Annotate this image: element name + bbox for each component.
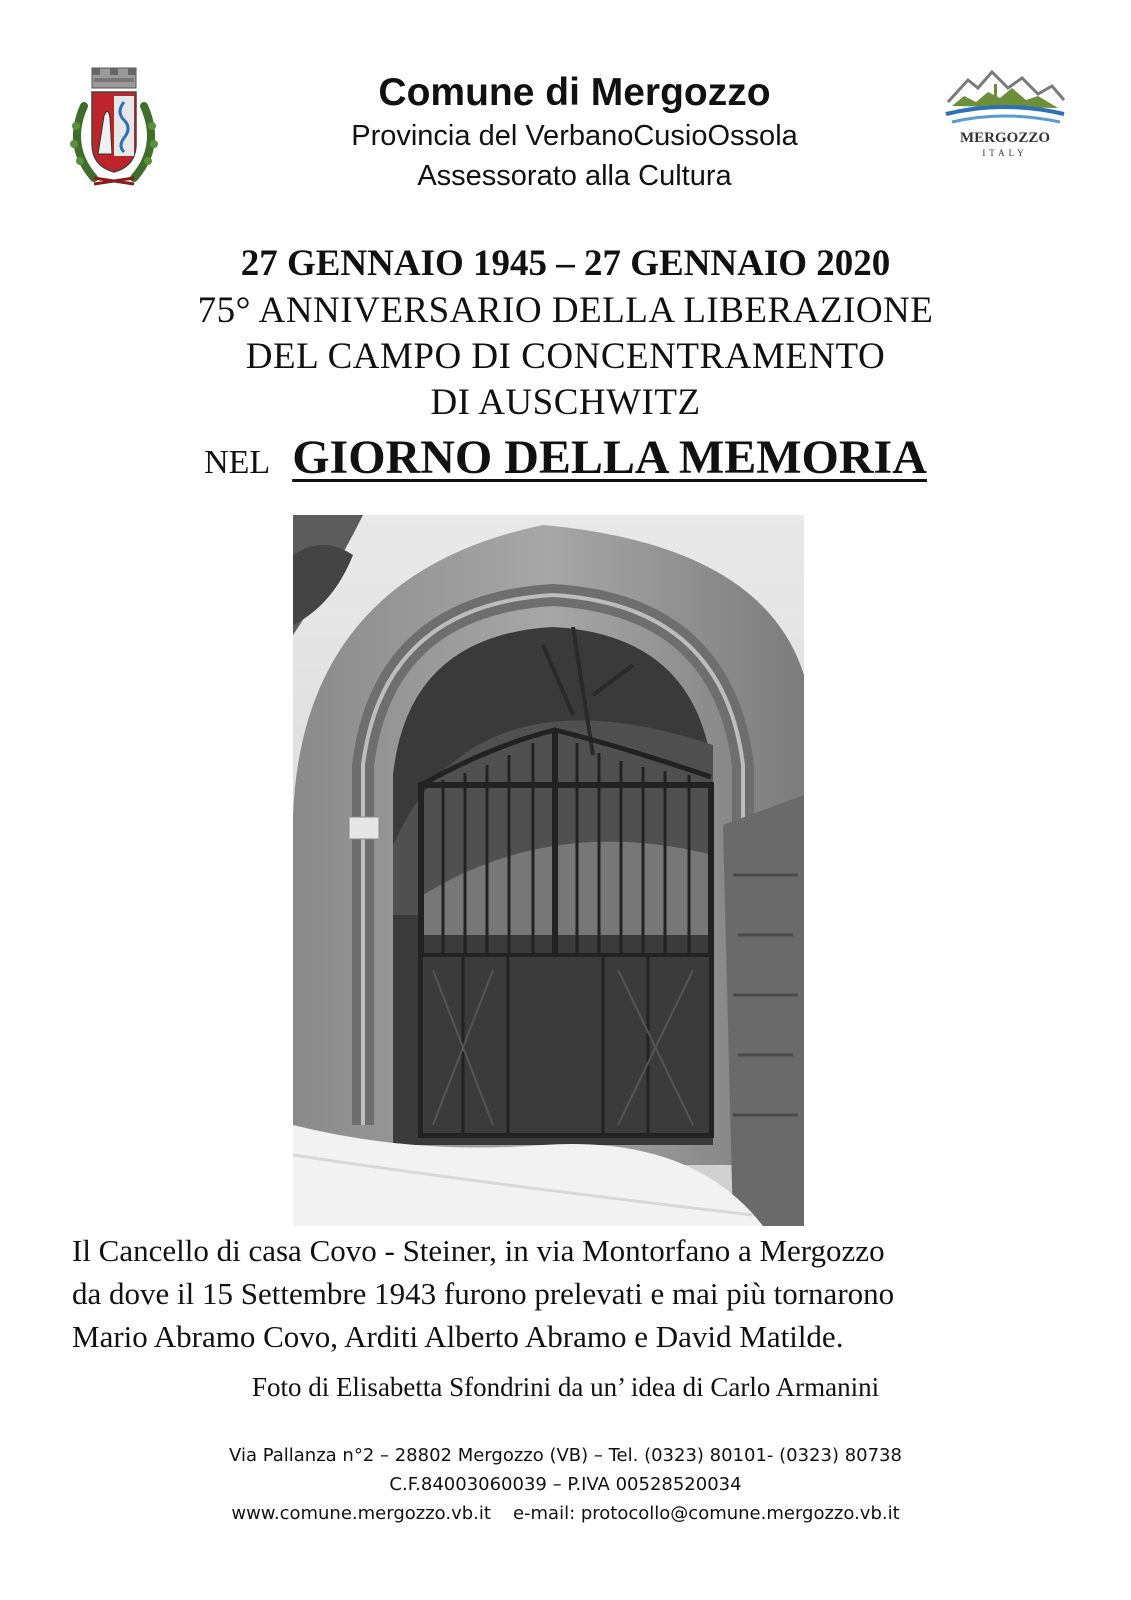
mergozzo-brand-logo bbox=[942, 66, 1068, 166]
footer-contacts bbox=[0, 1499, 1131, 1528]
footer bbox=[0, 1441, 1131, 1528]
event-headline-row bbox=[0, 430, 1131, 485]
photo-credit: Foto di Elisabetta Sfondrini da un’ idea di Carlo Armanini bbox=[251, 1372, 880, 1402]
photo-caption bbox=[72, 1229, 1072, 1358]
event-line-anniversary: 75° ANNIVERSARIO DELLA LIBERAZIONE bbox=[197, 290, 934, 331]
brand-name: MERGOZZO bbox=[959, 130, 1051, 146]
email-link[interactable]: e-mail: protocollo@comune.mergozzo.vb.it bbox=[512, 1503, 900, 1524]
event-headline: GIORNO DELLA MEMORIA bbox=[292, 431, 927, 484]
website-link[interactable]: www.comune.mergozzo.vb.it bbox=[231, 1503, 491, 1524]
brand-country: ITALY bbox=[982, 148, 1028, 158]
caption-line: da dove il 15 Settembre 1943 furono prelevati e mai più tornarono bbox=[72, 1276, 895, 1311]
gate-photo bbox=[293, 515, 804, 1226]
event-heading bbox=[0, 240, 1131, 485]
event-line-camp: DEL CAMPO DI CONCENTRAMENTO bbox=[245, 336, 886, 377]
event-line-auschwitz: DI AUSCHWITZ bbox=[430, 382, 701, 423]
department-label: Assessorato alla Cultura bbox=[417, 160, 732, 192]
province-label: Provincia del VerbanoCusioOssola bbox=[351, 120, 798, 152]
page-title: Comune di Mergozzo bbox=[378, 71, 771, 114]
footer-fiscal: C.F.84003060039 – P.IVA 00528520034 bbox=[389, 1474, 742, 1495]
caption-line: Mario Abramo Covo, Arditi Alberto Abramo e David Matilde. bbox=[72, 1319, 844, 1354]
event-dates: 27 GENNAIO 1945 – 27 GENNAIO 2020 bbox=[240, 243, 891, 284]
caption-line: Il Cancello di casa Covo - Steiner, in via Montorfano a Mergozzo bbox=[72, 1233, 885, 1268]
footer-address: Via Pallanza n°2 – 28802 Mergozzo (VB) – Tel. (0323) 80101- (0323) 80738 bbox=[229, 1445, 902, 1466]
event-nel: NEL bbox=[204, 444, 271, 481]
